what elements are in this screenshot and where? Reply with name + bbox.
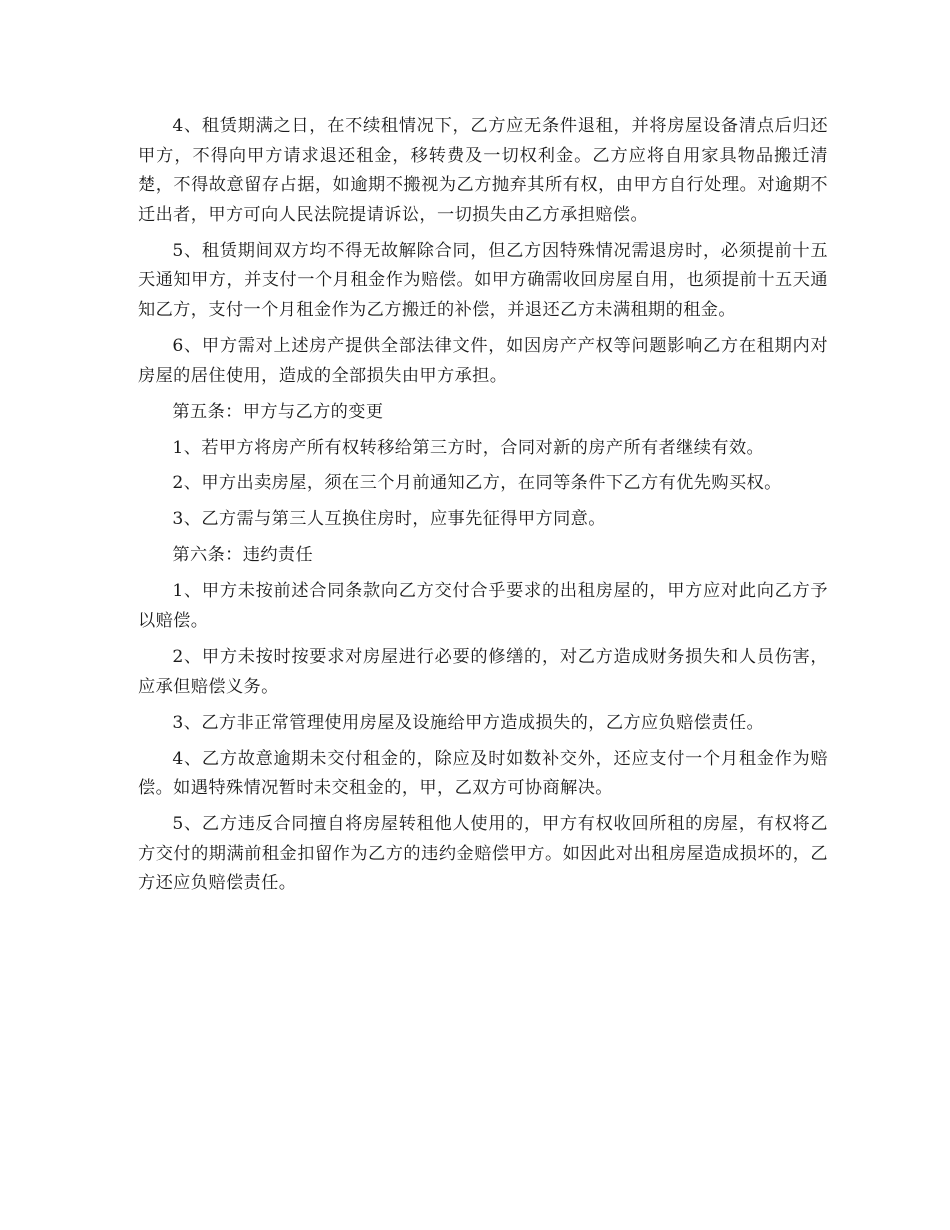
clause-5-early-termination: 5、租赁期间双方均不得无故解除合同，但乙方因特殊情况需退房时，必须提前十五天通知甲方，并支付一个月租金作为赔偿。如甲方确需收回房屋自用，也须提前十五天通知乙方，支付一个月租金作为乙方搬迁的补偿，并退还乙方未满租期的租金。 <box>138 240 828 320</box>
article-6-clause-2: 2、甲方未按时按要求对房屋进行必要的修缮的，对乙方造成财务损失和人员伤害，应承但赔偿义务。 <box>138 647 828 697</box>
article-6-clause-3: 3、乙方非正常管理使用房屋及设施给甲方造成损失的，乙方应负赔偿责任。 <box>172 712 765 733</box>
article-5-heading: 第五条：甲方与乙方的变更 <box>172 401 384 422</box>
clause-4-lease-expiry: 4、租赁期满之日，在不续租情况下，乙方应无条件退租，并将房屋设备清点后归还甲方，不得向甲方请求退还租金，移转费及一切权利金。乙方应将自用家具物品搬迁清楚，不得故意留存占据，如逾期不搬视为乙方抛弃其所有权，由甲方自行处理。对逾期不迁出者，甲方可向人民法院提请诉讼，一切损失由乙方承担赔偿。 <box>138 116 828 225</box>
document-body <box>138 112 828 899</box>
article-5-clause-3: 3、乙方需与第三人互换住房时，应事先征得甲方同意。 <box>172 509 606 530</box>
article-6-heading: 第六条：违约责任 <box>172 545 314 566</box>
clause-6-legal-documents: 6、甲方需对上述房产提供全部法律文件，如因房产产权等问题影响乙方在租期内对房屋的居住使用，造成的全部损失由甲方承担。 <box>138 335 828 386</box>
article-6-clause-1: 1、甲方未按前述合同条款向乙方交付合乎要求的出租房屋的，甲方应对此向乙方予以赔偿。 <box>138 581 828 632</box>
article-6-clause-4: 4、乙方故意逾期未交付租金的，除应及时如数补交外，还应支付一个月租金作为赔偿。如遇特殊情况暂时未交租金的，甲，乙双方可协商解决。 <box>138 748 828 799</box>
article-5-clause-1: 1、若甲方将房产所有权转移给第三方时，合同对新的房产所有者继续有效。 <box>172 437 765 458</box>
article-6-clause-5: 5、乙方违反合同擅自将房屋转租他人使用的，甲方有权收回所租的房屋，有权将乙方交付的期满前租金扣留作为乙方的违约金赔偿甲方。如因此对出租房屋造成损坏的，乙方还应负赔偿责任。 <box>138 814 828 894</box>
article-5-clause-2: 2、甲方出卖房屋，须在三个月前通知乙方，在同等条件下乙方有优先购买权。 <box>172 473 782 494</box>
